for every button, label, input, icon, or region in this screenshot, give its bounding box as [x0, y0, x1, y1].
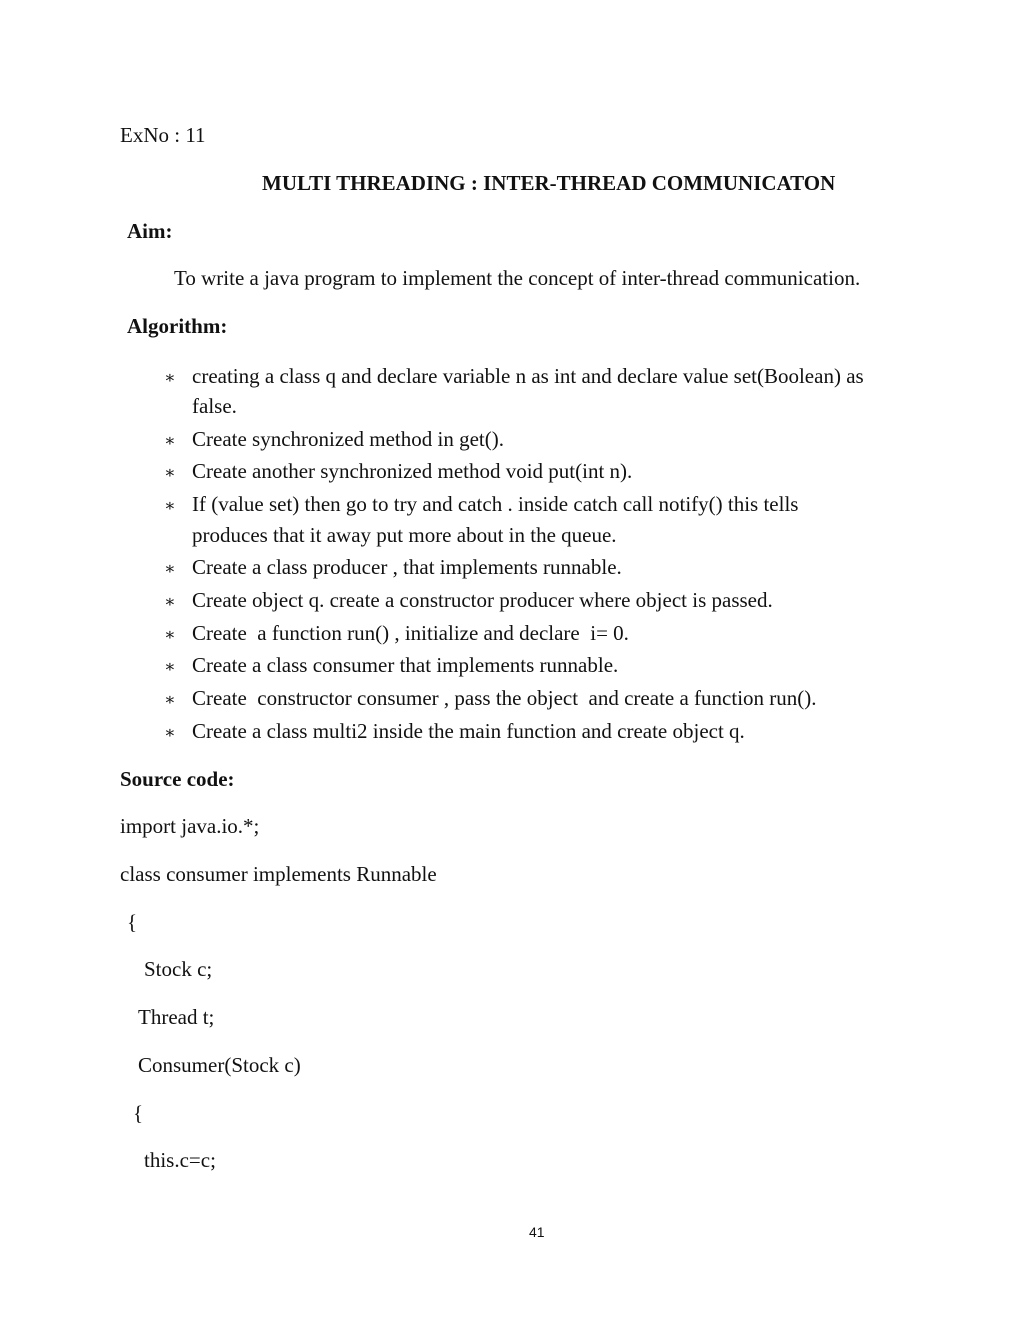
bullet-icon: ∗ — [164, 723, 176, 742]
code-line: class consumer implements Runnable — [120, 862, 437, 886]
bullet-icon: ∗ — [164, 496, 176, 515]
code-line: Stock c; — [144, 957, 213, 981]
list-item: Create a class multi2 inside the main function and create object q. — [192, 719, 745, 743]
exercise-number: ExNo : 11 — [120, 123, 206, 147]
source-code-heading: Source code: — [120, 767, 235, 791]
list-item-continuation: false. — [192, 394, 237, 418]
code-line: { — [127, 910, 138, 934]
code-line: Consumer(Stock c) — [138, 1053, 301, 1077]
code-line: import java.io.*; — [120, 814, 260, 838]
bullet-icon: ∗ — [164, 559, 176, 578]
bullet-icon: ∗ — [164, 368, 176, 387]
page-number: 41 — [529, 1224, 545, 1240]
list-item-continuation: produces that it away put more about in the queue. — [192, 523, 617, 547]
list-item: Create a function run() , initialize and declare i= 0. — [192, 621, 629, 645]
list-item: Create a class consumer that implements runnable. — [192, 653, 619, 677]
list-item: Create another synchronized method void put(int n). — [192, 459, 633, 483]
aim-text: To write a java program to implement the concept of inter-thread communication. — [174, 266, 861, 290]
list-item: Create object q. create a constructor producer where object is passed. — [192, 588, 773, 612]
code-line: Thread t; — [138, 1005, 215, 1029]
list-item: If (value set) then go to try and catch . inside catch call notify() this tells — [192, 492, 799, 516]
list-item: Create a class producer , that implements runnable. — [192, 555, 622, 579]
list-item: Create synchronized method in get(). — [192, 427, 504, 451]
algorithm-heading: Algorithm: — [127, 314, 228, 338]
list-item: creating a class q and declare variable n as int and declare value set(Boolean) as — [192, 364, 864, 388]
list-item: Create constructor consumer , pass the object and create a function run(). — [192, 686, 817, 710]
code-line: { — [133, 1101, 144, 1125]
bullet-icon: ∗ — [164, 625, 176, 644]
page-title: MULTI THREADING : INTER-THREAD COMMUNICATON — [262, 171, 836, 195]
bullet-icon: ∗ — [164, 592, 176, 611]
bullet-icon: ∗ — [164, 431, 176, 450]
bullet-icon: ∗ — [164, 463, 176, 482]
bullet-icon: ∗ — [164, 657, 176, 676]
bullet-icon: ∗ — [164, 690, 176, 709]
aim-heading: Aim: — [127, 219, 173, 243]
code-line: this.c=c; — [144, 1148, 216, 1172]
